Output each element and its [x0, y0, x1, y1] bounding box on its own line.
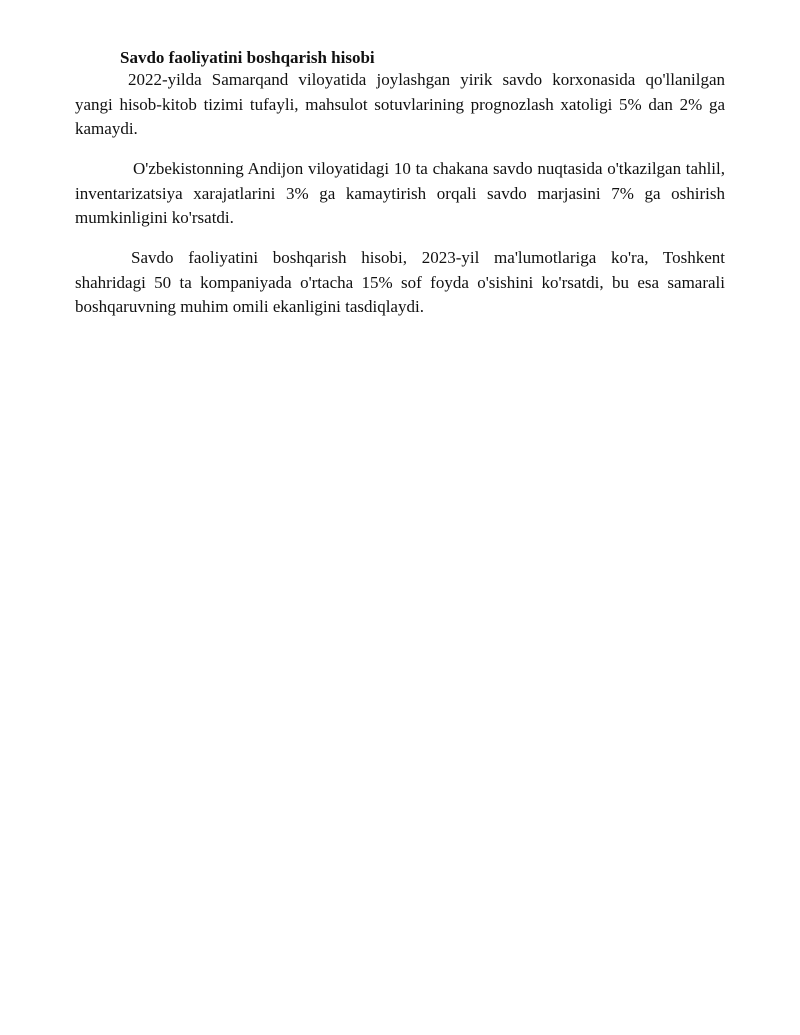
- paragraph-2: O'zbekistonning Andijon viloyatidagi 10 ta chakana savdo nuqtasida o'tkazilgan tahlil, inventarizatsiya xarajatlarini 3% ga kamaytirish orqali savdo marjasini 7% ga oshirish mumkinligini ko'rsatdi.: [75, 159, 725, 227]
- paragraph-1: 2022-yilda Samarqand viloyatida joylashgan yirik savdo korxonasida qo'llanilgan yangi hisob-kitob tizimi tufayli, mahsulot sotuvlarining prognozlash xatoligi 5% dan 2% ga kamaydi.: [75, 70, 725, 138]
- paragraph-3: Savdo faoliyatini boshqarish hisobi, 2023-yil ma'lumotlariga ko'ra, Toshkent shahridagi 50 ta kompaniyada o'rtacha 15% sof foyda o'sishini ko'rsatdi, bu esa samarali boshqaruvning muhim omili ekanligini tasdiqlaydi.: [75, 248, 725, 316]
- document-title: Savdo faoliyatini boshqarish hisobi: [120, 48, 375, 67]
